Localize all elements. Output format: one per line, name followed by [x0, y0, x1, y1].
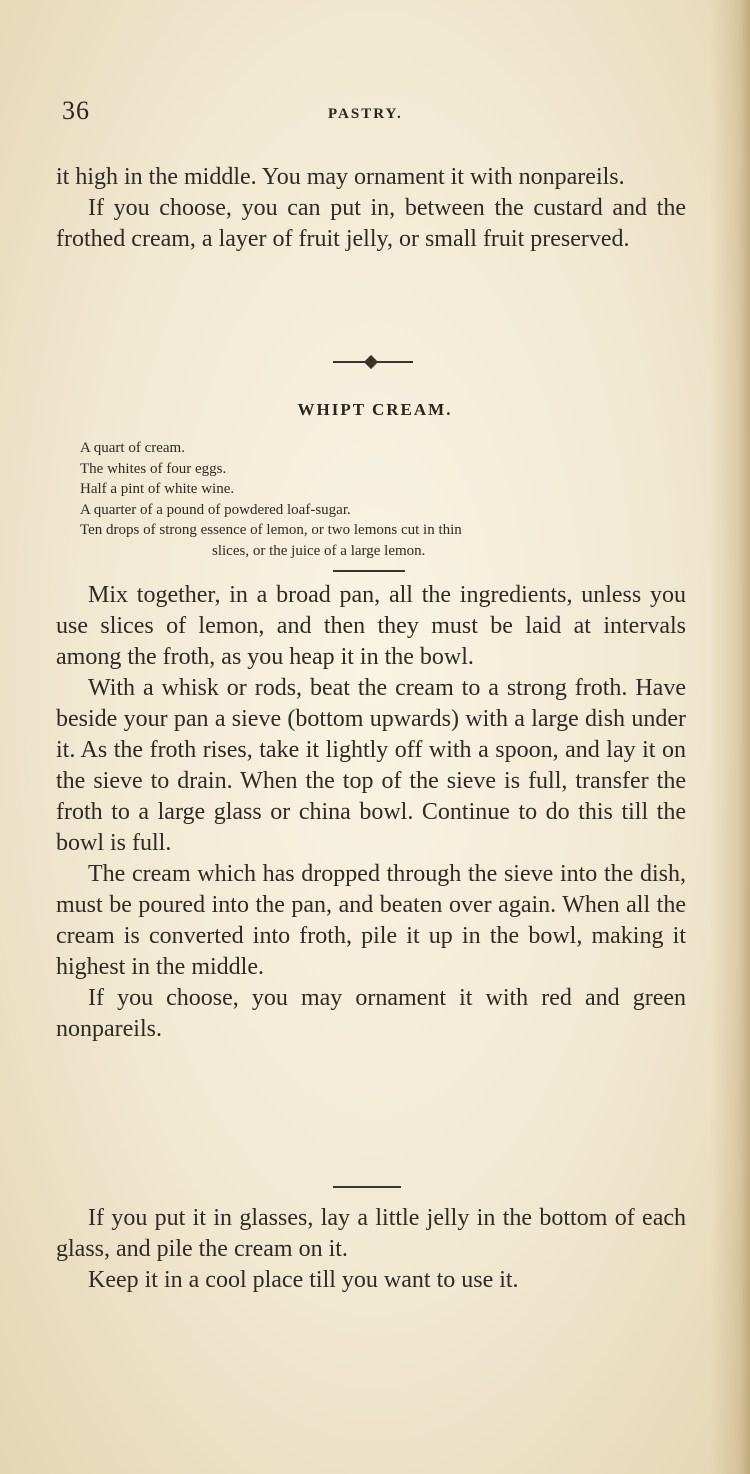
note-paragraph: Keep it in a cool place till you want to use it.	[88, 1267, 519, 1293]
page-number: 36	[62, 96, 90, 125]
recipe-title: WHIPT CREAM.	[297, 400, 453, 419]
recipe-notes	[56, 1203, 686, 1296]
intro-paragraph-1: it high in the middle. You may ornament it with nonpareils.	[56, 164, 625, 190]
ingredient-item: A quart of cream.	[80, 440, 185, 456]
intro-paragraph-2: If you choose, you can put in, between the custard and the frothed cream, a layer of fruit jelly, or small fruit preserved.	[56, 195, 686, 252]
recipe-directions	[56, 580, 686, 1045]
ornament-diamond	[364, 355, 378, 369]
direction-paragraph: If you choose, you may ornament it with red and green nonpareils.	[56, 985, 686, 1042]
ingredient-item: Ten drops of strong essence of lemon, or two lemons cut in thin	[80, 522, 462, 538]
ingredient-item: A quarter of a pound of powdered loaf-sugar.	[80, 501, 351, 518]
note-paragraph: If you put it in glasses, lay a little jelly in the bottom of each glass, and pile the cream on it.	[56, 1205, 686, 1262]
direction-paragraph: The cream which has dropped through the sieve into the dish, must be poured into the pan, and beaten over again. When all the cream is converted into froth, pile it up in the bowl, making it highest in the middle.	[56, 861, 686, 980]
ingredient-item: Half a pint of white wine.	[80, 481, 235, 497]
ingredient-item: The whites of four eggs.	[80, 460, 227, 477]
intro-text	[56, 162, 686, 255]
ingredient-item-continuation: slices, or the juice of a large lemon.	[212, 542, 426, 559]
running-head: PASTRY.	[328, 106, 403, 122]
ingredients-divider	[333, 570, 405, 572]
ingredient-list	[80, 438, 686, 561]
direction-paragraph: With a whisk or rods, beat the cream to a strong froth. Have beside your pan a sieve (bottom upwards) with a large dish under it. As the froth rises, take it lightly off with a spoon, and lay it on the sieve to drain. When the top of the sieve is full, transfer the froth to a large glass or china bowl. Continue to do this till the bowl is full.	[56, 675, 686, 856]
direction-paragraph: Mix together, in a broad pan, all the ingredients, unless you use slices of lemon, and then they must be laid at intervals among the froth, as you heap it in the bowl.	[56, 582, 686, 670]
notes-divider	[333, 1186, 401, 1188]
page-edge-shading	[710, 0, 750, 1474]
section-ornament	[333, 361, 413, 363]
